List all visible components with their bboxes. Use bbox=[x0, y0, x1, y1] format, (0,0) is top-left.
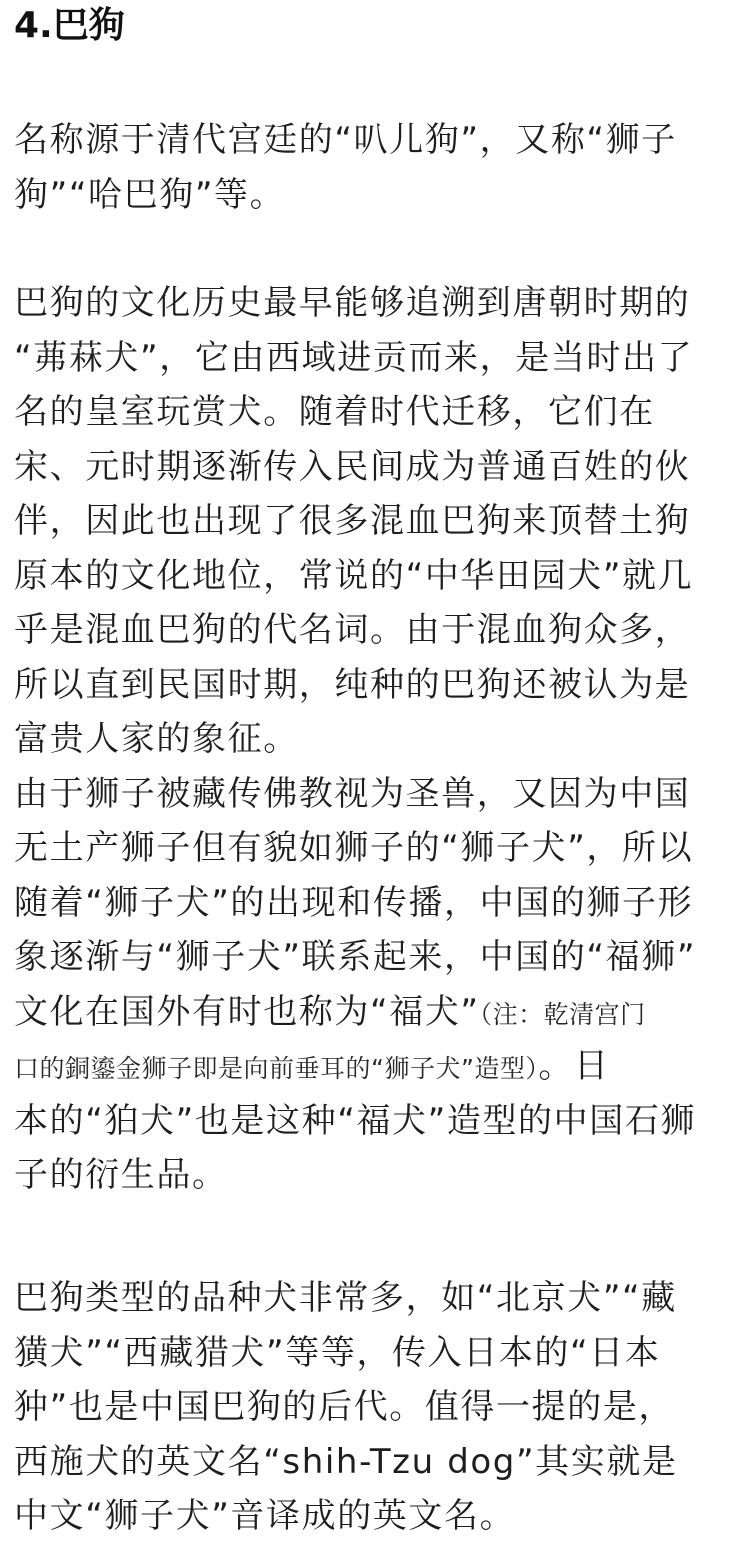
annotation-note: 口的銅鎏金狮子即是向前垂耳的“狮子犬”造型） bbox=[14, 1054, 539, 1083]
text-segment: 文化在国外有时也称为“福犬” bbox=[14, 991, 480, 1032]
text-line: 狗”“哈巴狗”等。 bbox=[14, 174, 286, 215]
text-segment: 。日 bbox=[538, 1046, 610, 1086]
text-line: 獚犬”“西藏猎犬”等等，传入日本的“日本 bbox=[14, 1332, 661, 1373]
text-line: “茀菻犬”，它由西域进贡而来，是当时出了 bbox=[14, 337, 694, 378]
section-heading: 4.巴狗 bbox=[14, 5, 125, 46]
text-line: 名称源于清代宫廷的“叭儿狗”，又称“狮子 bbox=[14, 120, 677, 160]
text-line: 宋、元时期逐渐传入民间成为普通百姓的伙 bbox=[14, 446, 691, 487]
text-line: 无土产狮子但有貌如狮子的“狮子犬”，所以 bbox=[14, 828, 694, 868]
text-line: 由于狮子被藏传佛教视为圣兽，又因为中国 bbox=[14, 773, 691, 814]
text-line: 西施犬的英文名“shih-Tzu dog”其实就是 bbox=[14, 1441, 678, 1482]
annotation-note: （注：乾清宫门 bbox=[479, 999, 646, 1029]
text-line-with-note bbox=[14, 985, 726, 1040]
text-line: 本的“狛犬”也是这种“福犬”造型的中国石狮 bbox=[14, 1100, 697, 1141]
text-line: 名的皇室玩赏犬。随着时代迁移，它们在 bbox=[14, 392, 655, 432]
text-line: 所以直到民国时期，纯种的巴狗还被认为是 bbox=[14, 664, 691, 705]
text-line: 象逐渐与“狮子犬”联系起来，中国的“福狮” bbox=[14, 937, 697, 977]
text-line: 乎是混血巴狗的代名词。由于混血狗众多， bbox=[14, 610, 691, 650]
text-line: 巴狗类型的品种犬非常多，如“北京犬”“藏 bbox=[14, 1278, 677, 1318]
text-line: 伴，因此也出现了很多混血巴狗来顶替土狗 bbox=[14, 501, 691, 541]
paragraph-breeds bbox=[14, 1271, 726, 1544]
text-line: 随着“狮子犬”的出现和传播，中国的狮子形 bbox=[14, 882, 694, 923]
paragraph-name-origin bbox=[14, 113, 726, 222]
text-line: 原本的文化地位，常说的“中华田园犬”就几 bbox=[14, 555, 694, 596]
text-line: 巴狗的文化历史最早能够追溯到唐朝时期的 bbox=[14, 283, 691, 323]
text-line-with-note bbox=[14, 1039, 726, 1094]
text-line: 狆”也是中国巴狗的后代。值得一提的是， bbox=[14, 1387, 675, 1427]
paragraph-history bbox=[14, 276, 726, 1203]
text-line: 富贵人家的象征。 bbox=[14, 719, 299, 759]
text-line: 子的衍生品。 bbox=[14, 1155, 228, 1195]
text-line: 中文“狮子犬”音译成的英文名。 bbox=[14, 1496, 516, 1536]
